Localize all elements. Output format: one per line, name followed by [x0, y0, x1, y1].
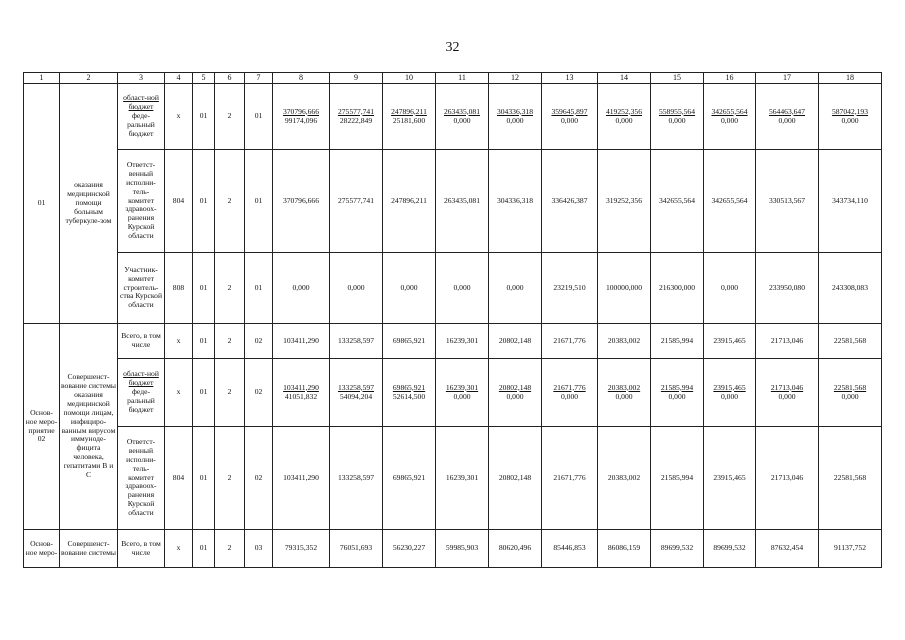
- value-cell: 21713,046: [756, 427, 819, 530]
- value-cell: 243308,083: [819, 253, 882, 324]
- value-cell: 91137,752: [819, 530, 882, 568]
- header-cell: 2: [60, 73, 118, 84]
- value-cell: 23915,465: [704, 427, 756, 530]
- grbs-code: 808: [165, 253, 193, 324]
- value-cell: 80620,496: [489, 530, 542, 568]
- budget-table: [23, 72, 882, 568]
- value-cell: 20802,148: [489, 427, 542, 530]
- header-cell: 12: [489, 73, 542, 84]
- code-cell: 01: [193, 84, 215, 150]
- code-cell: 03: [245, 530, 273, 568]
- header-cell: 8: [273, 73, 330, 84]
- value-cell: 216300,000: [651, 253, 704, 324]
- table-row: [24, 84, 882, 150]
- value-cell: 21713,046 0,000: [756, 359, 819, 427]
- value-cell: 342655,564 0,000: [704, 84, 756, 150]
- funding-source: Участник-комитет строитель-ства Курской области: [118, 253, 165, 324]
- header-cell: 3: [118, 73, 165, 84]
- value-cell: 21585,994: [651, 324, 704, 359]
- table-row: [24, 150, 882, 253]
- code-cell: 2: [215, 150, 245, 253]
- code-cell: 02: [245, 324, 273, 359]
- code-cell: 01: [193, 359, 215, 427]
- value-cell: 370796,666: [273, 150, 330, 253]
- code-cell: 01: [193, 427, 215, 530]
- funding-source: Ответст-венный исполни-тель- комитет здравоох-ранения Курской области: [118, 427, 165, 530]
- value-cell: 21671,776 0,000: [542, 359, 598, 427]
- value-cell: 76051,693: [330, 530, 383, 568]
- value-cell: 89699,532: [651, 530, 704, 568]
- value-cell: 0,000: [489, 253, 542, 324]
- value-cell: 304336,318: [489, 150, 542, 253]
- value-cell: 23219,510: [542, 253, 598, 324]
- code-cell: 01: [193, 253, 215, 324]
- value-cell: 0,000: [330, 253, 383, 324]
- table-row: [24, 530, 882, 568]
- code-cell: 01: [245, 253, 273, 324]
- header-row: [24, 73, 882, 84]
- value-cell: 0,000: [383, 253, 436, 324]
- value-cell: 0,000: [704, 253, 756, 324]
- funding-source: [118, 359, 165, 427]
- code-cell: 2: [215, 324, 245, 359]
- value-cell: 69865,921: [383, 324, 436, 359]
- value-cell: 16239,301: [436, 324, 489, 359]
- value-cell: 133258,597 54094,204: [330, 359, 383, 427]
- value-cell: 103411,290: [273, 427, 330, 530]
- measure-number: Основ-ное меро-: [24, 530, 60, 568]
- value-cell: 20383,002 0,000: [598, 359, 651, 427]
- value-cell: 22581,568: [819, 324, 882, 359]
- value-cell: 419252,356 0,000: [598, 84, 651, 150]
- funding-source-regional: област-ной бюджет: [123, 93, 159, 112]
- measure-name: оказания медицинской помощи больным туберкуле-зом: [60, 84, 118, 324]
- value-cell: 21585,994 0,000: [651, 359, 704, 427]
- funding-source-regional: област-ной бюджет: [123, 369, 159, 388]
- table-row: [24, 324, 882, 359]
- value-cell: 558955,564 0,000: [651, 84, 704, 150]
- header-cell: 16: [704, 73, 756, 84]
- code-cell: 2: [215, 530, 245, 568]
- code-cell: 02: [245, 427, 273, 530]
- table-row: [24, 253, 882, 324]
- value-cell: 20802,148 0,000: [489, 359, 542, 427]
- value-cell: 103411,290: [273, 324, 330, 359]
- value-cell: 319252,356: [598, 150, 651, 253]
- value-cell: 336426,387: [542, 150, 598, 253]
- value-cell: 0,000: [273, 253, 330, 324]
- header-cell: 4: [165, 73, 193, 84]
- table-row: [24, 359, 882, 427]
- grbs-code: 804: [165, 427, 193, 530]
- value-cell: 59985,903: [436, 530, 489, 568]
- value-cell: 79315,352: [273, 530, 330, 568]
- value-cell: 16239,301: [436, 427, 489, 530]
- grbs-code: 804: [165, 150, 193, 253]
- value-cell: 22581,568 0,000: [819, 359, 882, 427]
- value-cell: 263435,081: [436, 150, 489, 253]
- table-row: [24, 427, 882, 530]
- measure-number: 01: [24, 84, 60, 324]
- value-cell: 263435,081 0,000: [436, 84, 489, 150]
- value-cell: 85446,853: [542, 530, 598, 568]
- value-cell: 103411,290 41051,832: [273, 359, 330, 427]
- value-cell: 69865,921 52614,500: [383, 359, 436, 427]
- grbs-code: х: [165, 530, 193, 568]
- funding-source: Всего, в том числе: [118, 324, 165, 359]
- measure-number: Основ-ное меро-приятие 02: [24, 324, 60, 530]
- value-cell: 247896,211: [383, 150, 436, 253]
- header-cell: 5: [193, 73, 215, 84]
- value-cell: 22581,568: [819, 427, 882, 530]
- value-cell: 23915,465: [704, 324, 756, 359]
- code-cell: 01: [245, 150, 273, 253]
- code-cell: 01: [193, 324, 215, 359]
- funding-source: Всего, в том числе: [118, 530, 165, 568]
- code-cell: 2: [215, 253, 245, 324]
- code-cell: 01: [193, 150, 215, 253]
- header-cell: 13: [542, 73, 598, 84]
- value-cell: 133258,597: [330, 324, 383, 359]
- value-cell: 0,000: [436, 253, 489, 324]
- funding-source-federal: феде-ральный бюджет: [127, 387, 155, 414]
- code-cell: 2: [215, 427, 245, 530]
- value-cell: 20383,002: [598, 427, 651, 530]
- value-cell: 100000,000: [598, 253, 651, 324]
- value-cell: 16239,301 0,000: [436, 359, 489, 427]
- value-cell: 21585,994: [651, 427, 704, 530]
- header-cell: 15: [651, 73, 704, 84]
- measure-name: Совершенст-вование системы: [60, 530, 118, 568]
- value-cell: 20383,002: [598, 324, 651, 359]
- value-cell: 23915,465 0,000: [704, 359, 756, 427]
- header-cell: 14: [598, 73, 651, 84]
- grbs-code: х: [165, 359, 193, 427]
- value-cell: 330513,567: [756, 150, 819, 253]
- value-cell: 359645,897 0,000: [542, 84, 598, 150]
- value-cell: 343734,110: [819, 150, 882, 253]
- header-cell: 9: [330, 73, 383, 84]
- value-cell: 21713,046: [756, 324, 819, 359]
- code-cell: 2: [215, 84, 245, 150]
- value-cell: 69865,921: [383, 427, 436, 530]
- value-cell: 56230,227: [383, 530, 436, 568]
- header-cell: 17: [756, 73, 819, 84]
- value-cell: 275577,741: [330, 150, 383, 253]
- value-cell: 587042,193 0,000: [819, 84, 882, 150]
- value-cell: 86086,159: [598, 530, 651, 568]
- value-cell: 233950,080: [756, 253, 819, 324]
- grbs-code: х: [165, 84, 193, 150]
- value-cell: 21671,776: [542, 427, 598, 530]
- value-cell: 87632,454: [756, 530, 819, 568]
- value-cell: 304336,318 0,000: [489, 84, 542, 150]
- header-cell: 6: [215, 73, 245, 84]
- header-cell: 11: [436, 73, 489, 84]
- code-cell: 2: [215, 359, 245, 427]
- header-cell: 10: [383, 73, 436, 84]
- measure-name: Совершенст-вование системы оказания медицинской помощи лицам, инфициро-ванным вирусом иммуноде-фицита человека, гепатитами В и С: [60, 324, 118, 530]
- code-cell: 02: [245, 359, 273, 427]
- funding-source: [118, 84, 165, 150]
- value-cell: 370796,666 99174,096: [273, 84, 330, 150]
- value-cell: 89699,532: [704, 530, 756, 568]
- value-cell: 247896,211 25181,600: [383, 84, 436, 150]
- value-cell: 564463,647 0,000: [756, 84, 819, 150]
- code-cell: 01: [245, 84, 273, 150]
- header-cell: 1: [24, 73, 60, 84]
- grbs-code: х: [165, 324, 193, 359]
- funding-source: Ответст-венный исполни-тель- комитет здравоох-ранения Курской области: [118, 150, 165, 253]
- value-cell: 342655,564: [704, 150, 756, 253]
- code-cell: 01: [193, 530, 215, 568]
- header-cell: 18: [819, 73, 882, 84]
- funding-source-federal: феде-ральный бюджет: [127, 111, 155, 138]
- value-cell: 20802,148: [489, 324, 542, 359]
- page-number: 32: [445, 40, 460, 55]
- value-cell: 342655,564: [651, 150, 704, 253]
- value-cell: 275577,741 28222,849: [330, 84, 383, 150]
- value-cell: 21671,776: [542, 324, 598, 359]
- header-cell: 7: [245, 73, 273, 84]
- value-cell: 133258,597: [330, 427, 383, 530]
